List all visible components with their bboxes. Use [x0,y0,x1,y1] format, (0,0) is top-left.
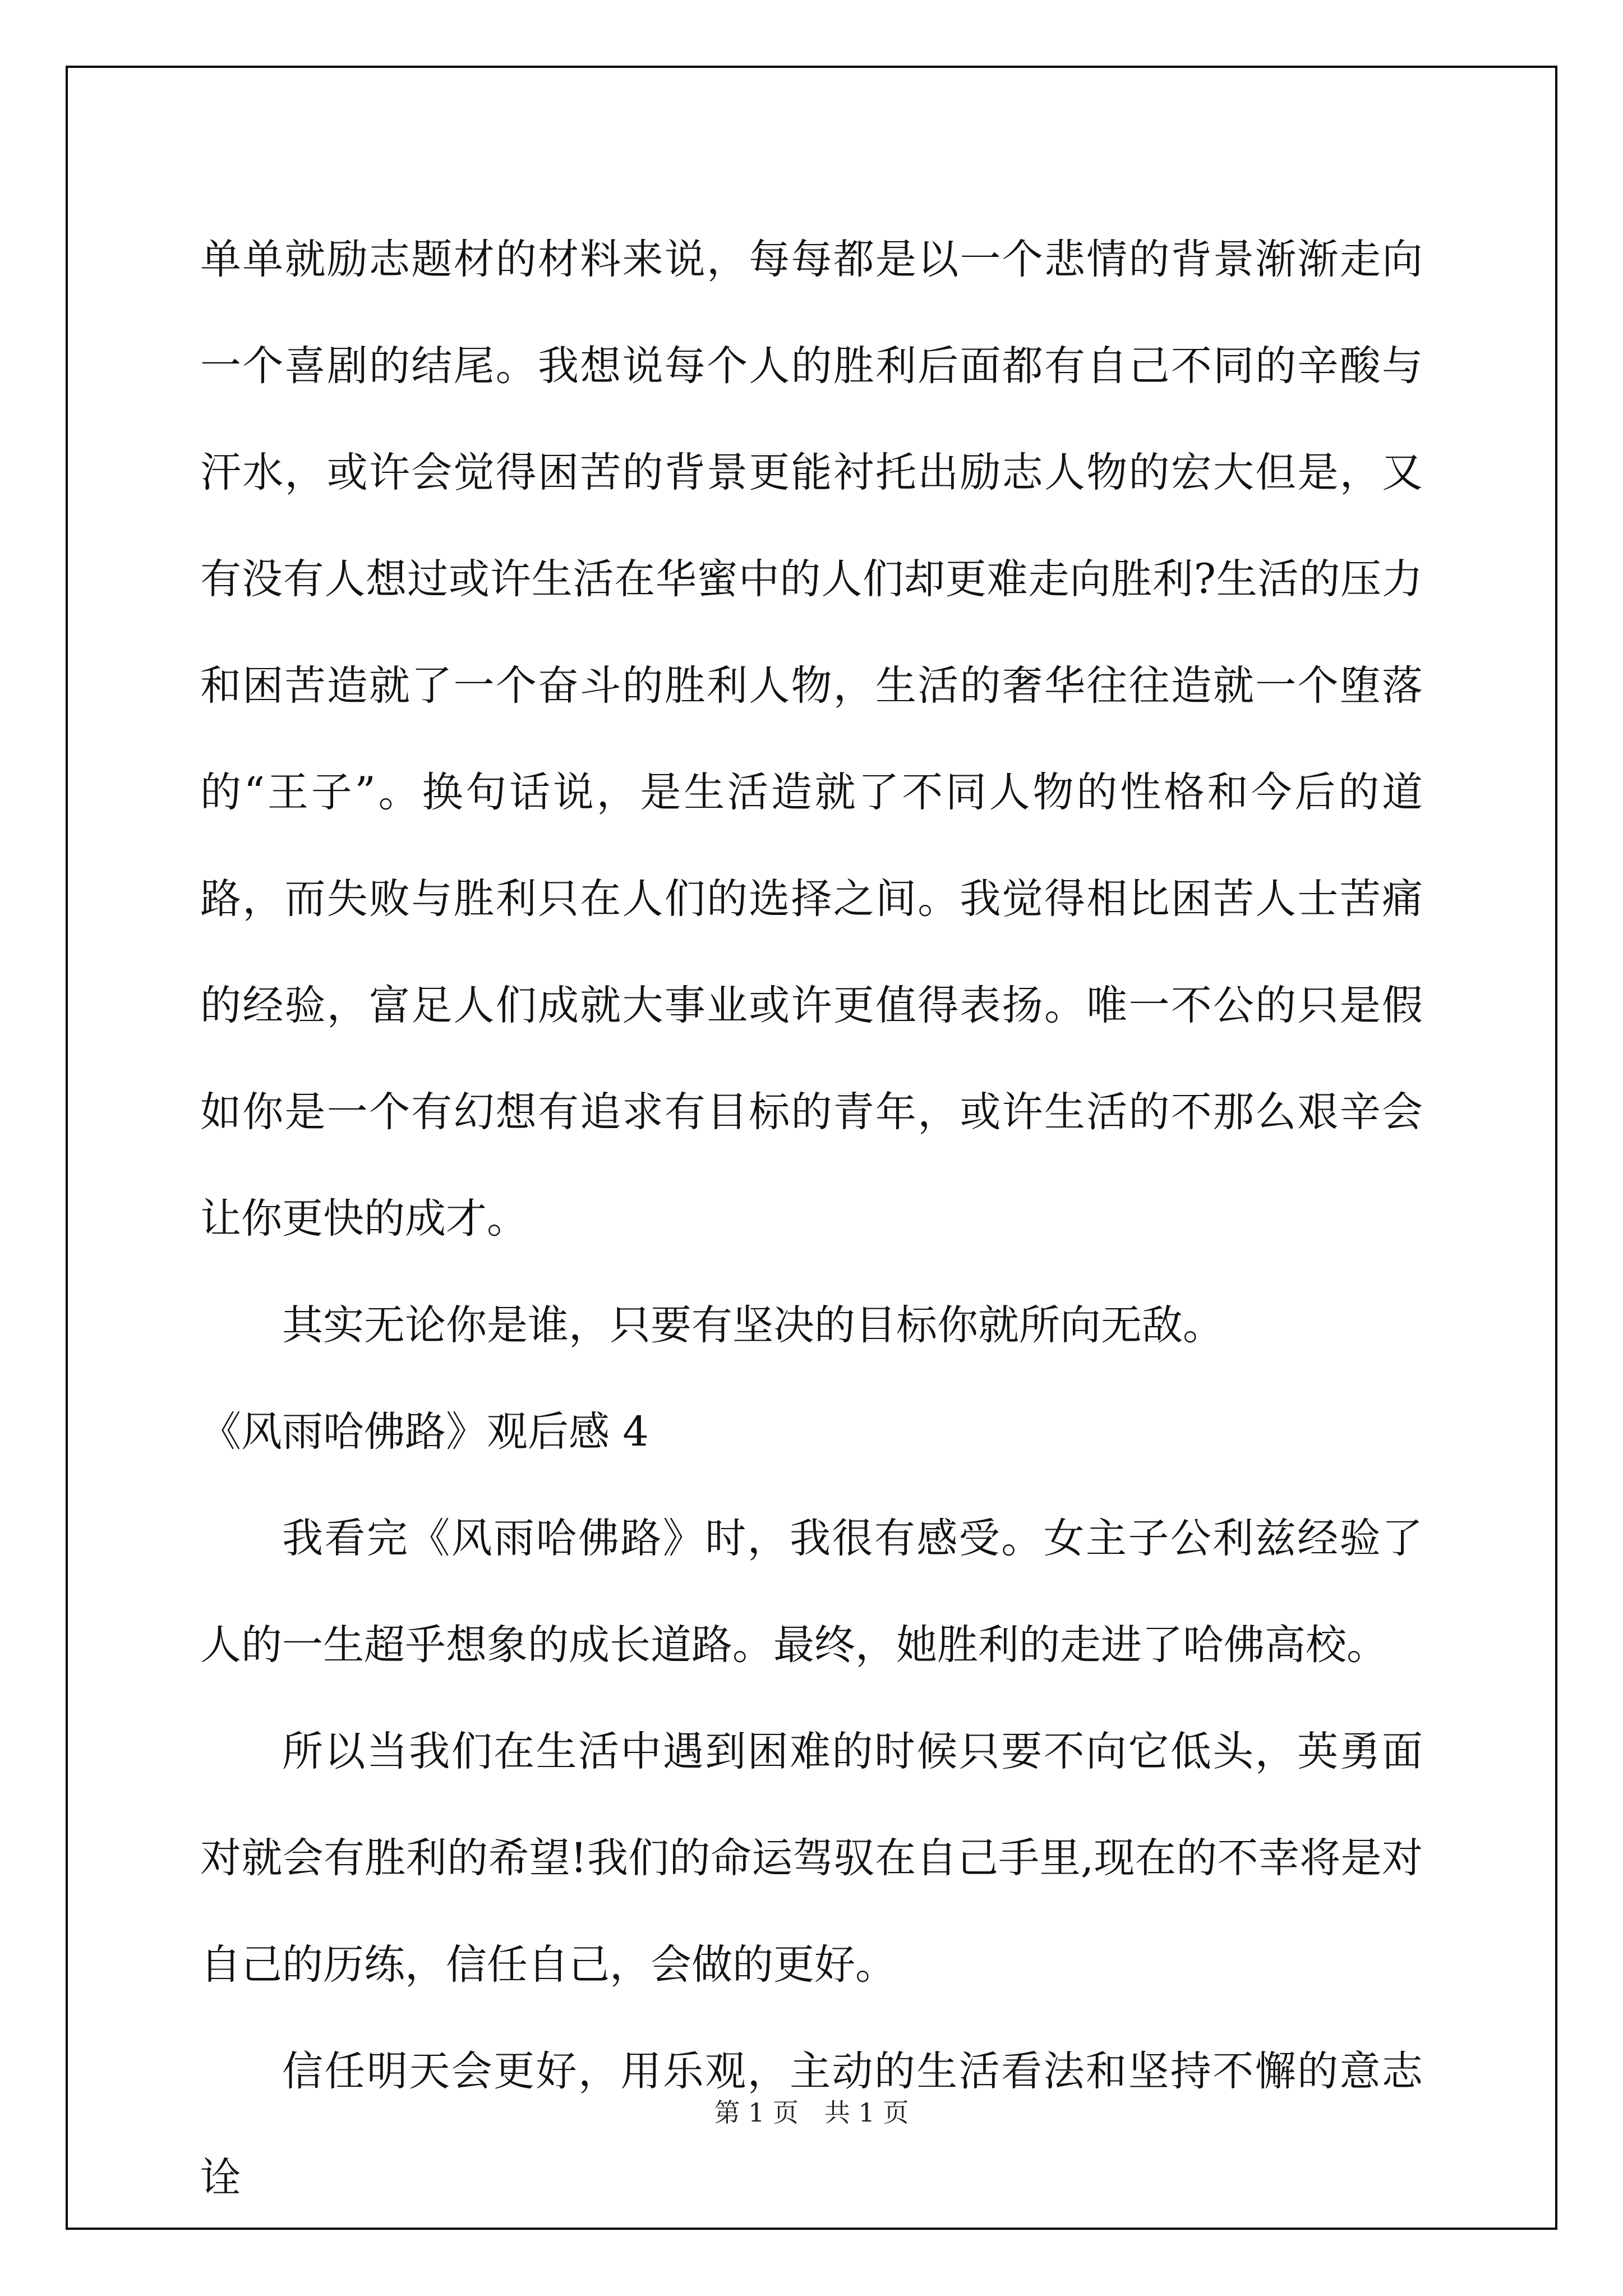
paragraph-5: 信任明天会更好，用乐观，主动的生活看法和坚持不懈的意志诠 [200,2047,1423,2202]
page-footer: 第 1 页 共 1 页 [714,2097,909,2128]
paragraph-1: 单单就励志题材的材料来说，每每都是以一个悲情的背景渐渐走向一个喜剧的结尾。我想说每个人的胜利后面都有自己不同的辛酸与汗水，或许会觉得困苦的背景更能衬托出励志人物的宏大但是，又有没有人想过或许生活在华蜜中的人们却更难走向胜利?生活的压力和困苦造就了一个奋斗的胜利人物，生活的奢华往往造就一个堕落的“王子”。换句话说，是生活造就了不同人物的性格和今后的道路，而失败与胜利只在人们的选择之间。我觉得相比困苦人士苦痛的经验，富足人们成就大事业或许更值得表扬。唯一不公的只是假如你是一个有幻想有追求有目标的青年，或许生活的不那么艰辛会让你更快的成才。 [200,236,1423,1243]
paragraph-4: 所以当我们在生活中遇到困难的时候只要不向它低头，英勇面对就会有胜利的希望!我们的命运驾驭在自己手里,现在的不幸将是对自己的历练，信任自己，会做的更好。 [200,1728,1423,1989]
paragraph-3: 我看完《风雨哈佛路》时，我很有感受。女主子公利兹经验了人的一生超乎想象的成长道路。最终，她胜利的走进了哈佛高校。 [200,1515,1423,1669]
paragraph-2: 其实无论你是谁，只要有坚决的目标你就所向无敌。 [282,1301,1224,1349]
document-body [200,206,1423,2231]
section-heading: 《风雨哈佛路》观后感 4 [200,1408,649,1456]
